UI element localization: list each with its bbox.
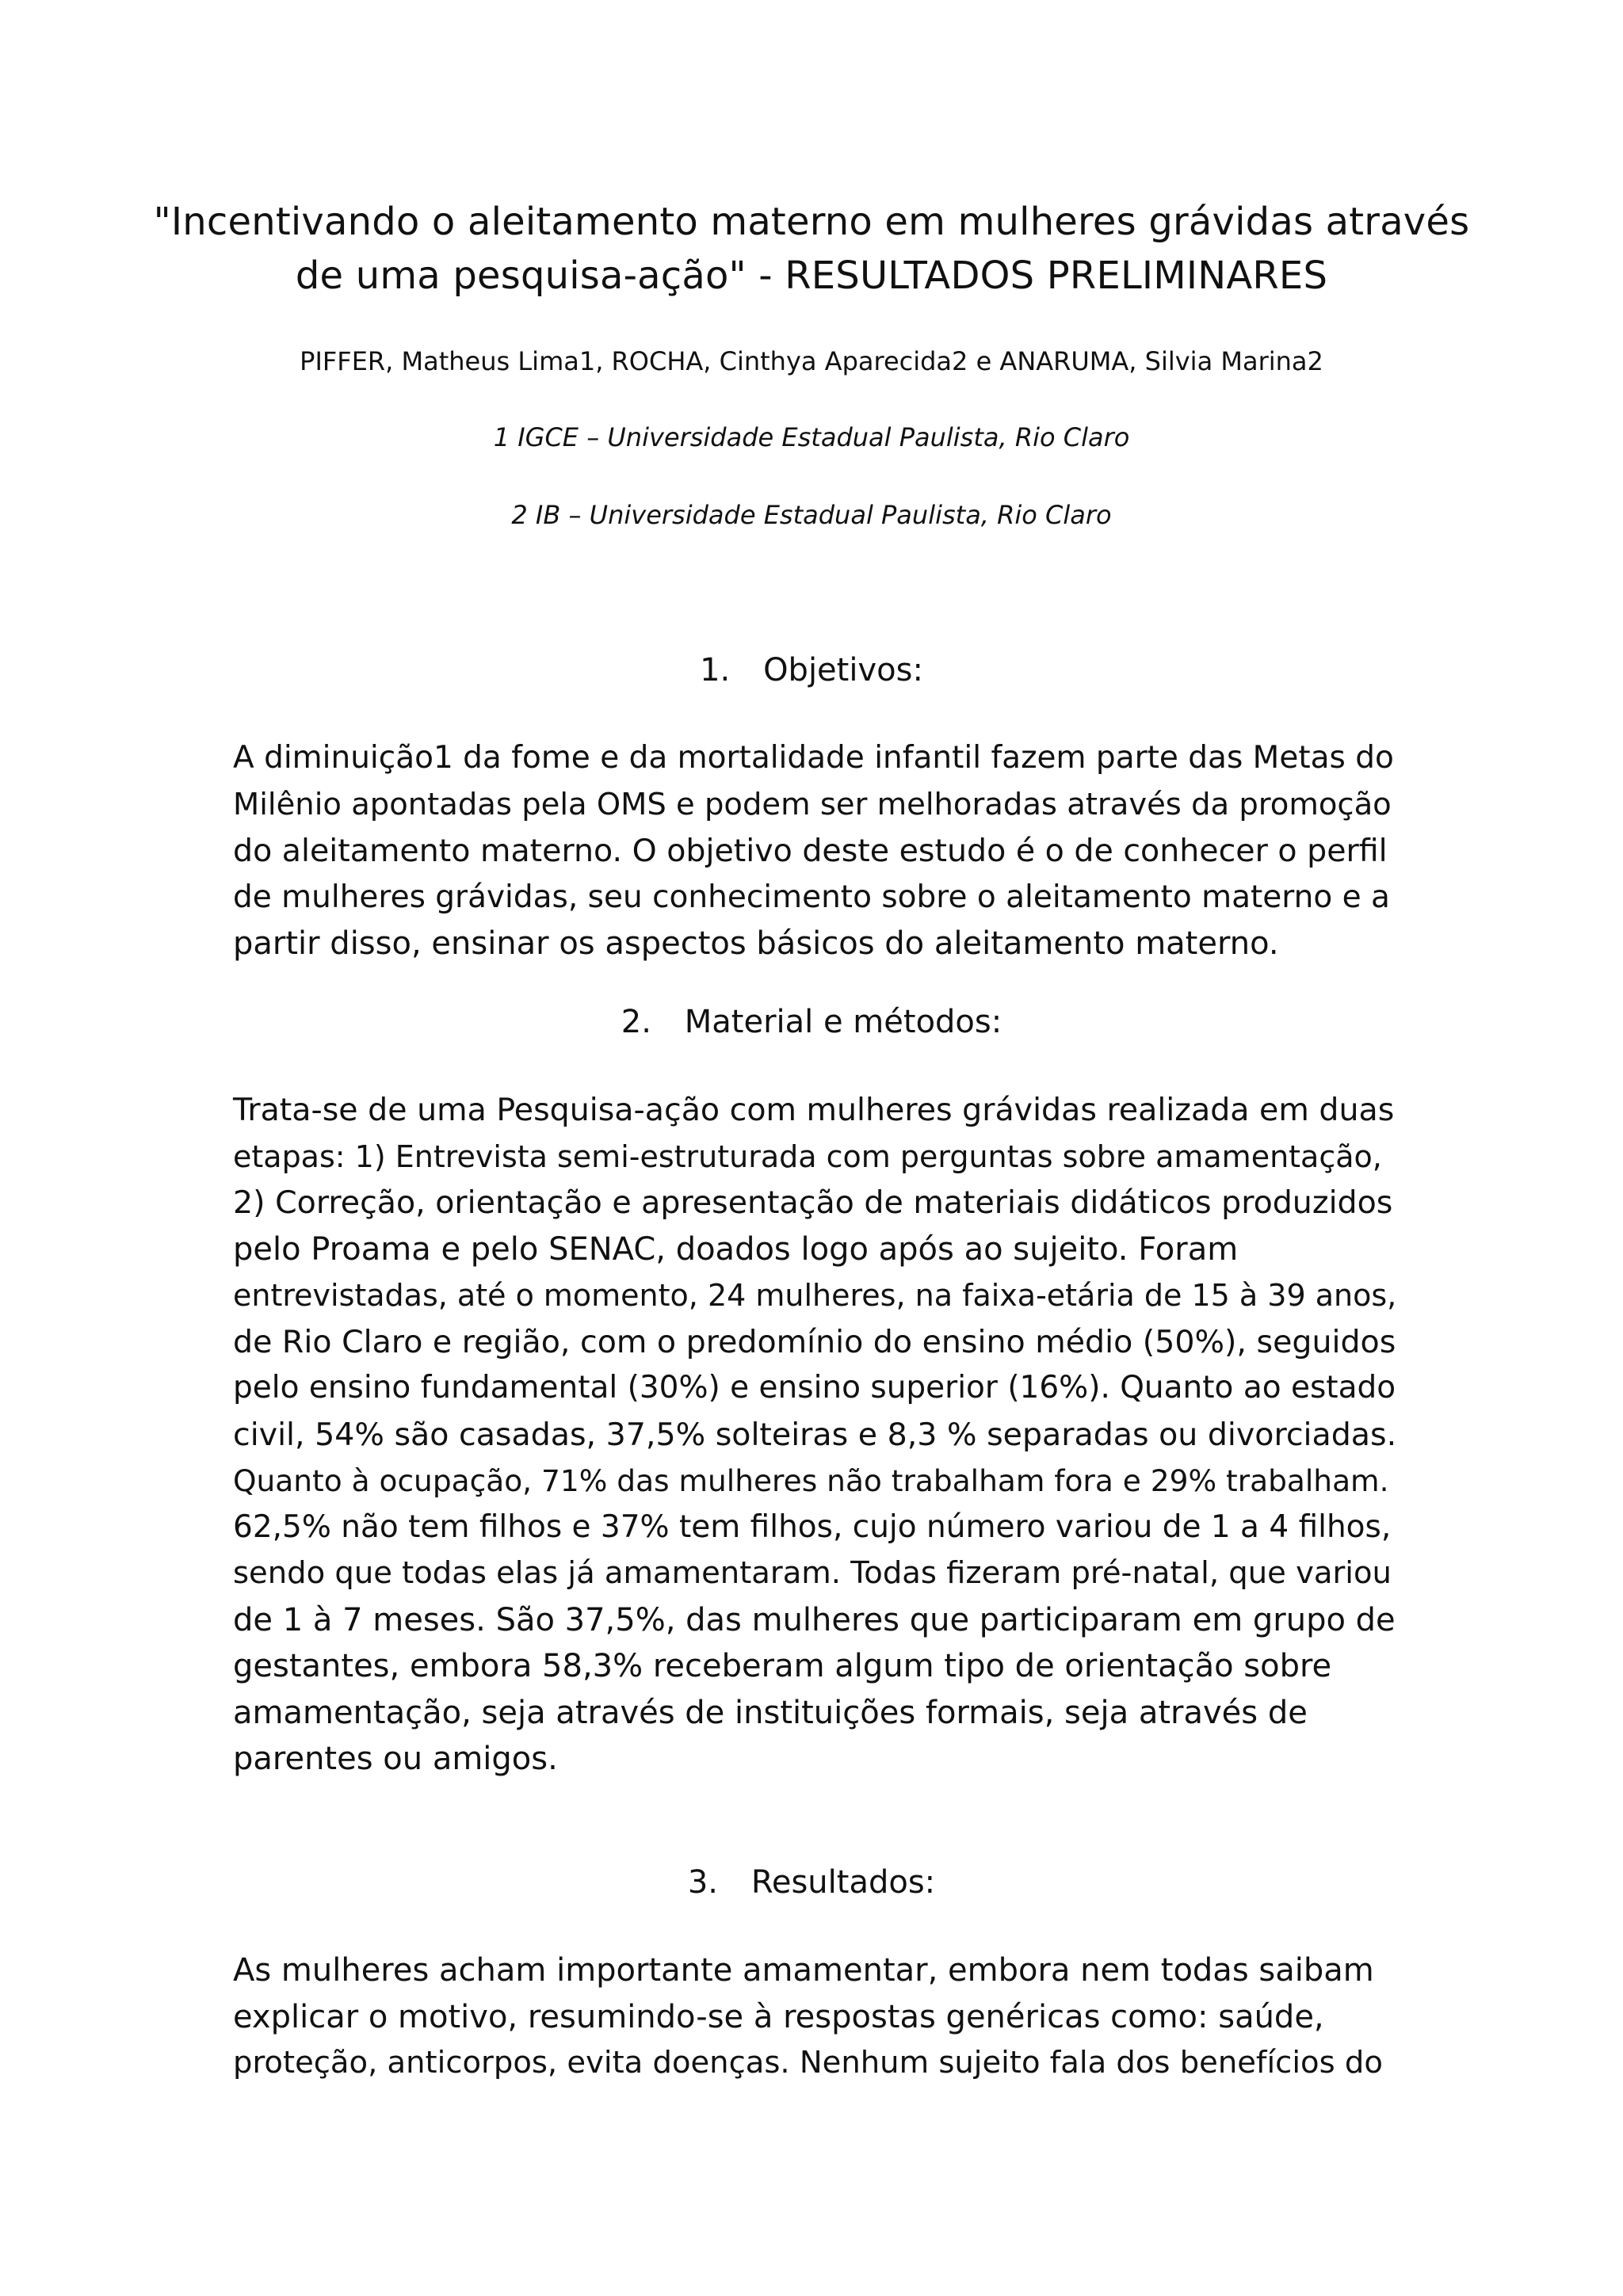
text-line: de Rio Claro e região, com o predomínio do ensino médio (50%), seguidos xyxy=(233,1323,1396,1360)
section-number: 3. xyxy=(687,1864,719,1901)
title-line-1: "Incentivando o aleitamento materno em mulheres grávidas através xyxy=(153,200,1470,244)
section-number: 1. xyxy=(700,652,731,688)
title-line-2: de uma pesquisa-ação" - RESULTADOS PRELIMINARES xyxy=(295,254,1328,298)
text-line: Trata-se de uma Pesquisa-ação com mulheres grávidas realizada em duas xyxy=(233,1092,1395,1128)
author-list: PIFFER, Matheus Lima1, ROCHA, Cinthya Aparecida2 e ANARUMA, Silvia Marina2 xyxy=(300,346,1323,376)
text-line: sendo que todas elas já amamentaram. Todas fizeram pré-natal, que variou xyxy=(233,1555,1392,1591)
text-line: parentes ou amigos. xyxy=(233,1741,558,1777)
text-line: proteção, anticorpos, evita doenças. Nenhum sujeito fala dos benefícios do xyxy=(233,2045,1383,2081)
section-title: Objetivos: xyxy=(763,652,923,688)
text-line: 62,5% não tem filhos e 37% tem filhos, cujo número variou de 1 a 4 filhos, xyxy=(233,1508,1392,1545)
section-title: Resultados: xyxy=(750,1864,936,1901)
text-line: A diminuição1 da fome e da mortalidade infantil fazem parte das Metas do xyxy=(233,740,1394,776)
text-line: Milênio apontadas pela OMS e podem ser melhoradas através da promoção xyxy=(233,786,1392,822)
text-line: Quanto à ocupação, 71% das mulheres não trabalham fora e 29% trabalham. xyxy=(233,1463,1389,1498)
section-title: Material e métodos: xyxy=(684,1004,1002,1040)
text-line: partir disso, ensinar os aspectos básicos do aleitamento materno. xyxy=(233,925,1279,962)
paper-title xyxy=(127,195,1496,303)
text-line: pelo Proama e pelo SENAC, doados logo após ao sujeito. Foram xyxy=(233,1230,1239,1268)
paragraph-resultados xyxy=(233,1947,1396,2087)
section-number: 2. xyxy=(621,1004,651,1040)
text-line: pelo ensino fundamental (30%) e ensino superior (16%). Quanto ao estado xyxy=(233,1370,1396,1405)
text-line: etapas: 1) Entrevista semi-estruturada com perguntas sobre amamentação, xyxy=(233,1138,1382,1174)
text-line: amamentação, seja através de instituições formais, seja através de xyxy=(233,1694,1308,1731)
affiliation-2: 2 IB – Universidade Estadual Paulista, Rio Claro xyxy=(511,500,1112,530)
text-line: 2) Correção, orientação e apresentação de materiais didáticos produzidos xyxy=(233,1184,1393,1221)
text-line: de mulheres grávidas, seu conhecimento sobre o aleitamento materno e a xyxy=(233,879,1390,915)
affiliation-1: 1 IGCE – Universidade Estadual Paulista, Rio Claro xyxy=(493,422,1130,452)
text-line: do aleitamento materno. O objetivo deste estudo é o de conhecer o perfil xyxy=(233,833,1388,869)
text-line: explicar o motivo, resumindo-se à respostas genéricas como: saúde, xyxy=(233,1998,1324,2035)
text-line: entrevistadas, até o momento, 24 mulheres, na faixa-etária de 15 à 39 anos, xyxy=(233,1278,1397,1313)
section-heading-resultados xyxy=(127,1860,1496,1905)
paragraph-objetivos xyxy=(233,735,1396,967)
text-line: de 1 à 7 meses. São 37,5%, das mulheres que participaram em grupo de xyxy=(233,1601,1396,1638)
text-line: As mulheres acham importante amamentar, embora nem todas saibam xyxy=(233,1952,1374,1989)
text-line: civil, 54% são casadas, 37,5% solteiras e 8,3 % separadas ou divorciadas. xyxy=(233,1416,1397,1453)
text-line: gestantes, embora 58,3% receberam algum tipo de orientação sobre xyxy=(233,1648,1332,1684)
section-heading-objetivos xyxy=(127,648,1496,692)
section-heading-material-metodos xyxy=(127,1000,1496,1044)
paragraph-material-metodos xyxy=(233,1087,1396,1783)
